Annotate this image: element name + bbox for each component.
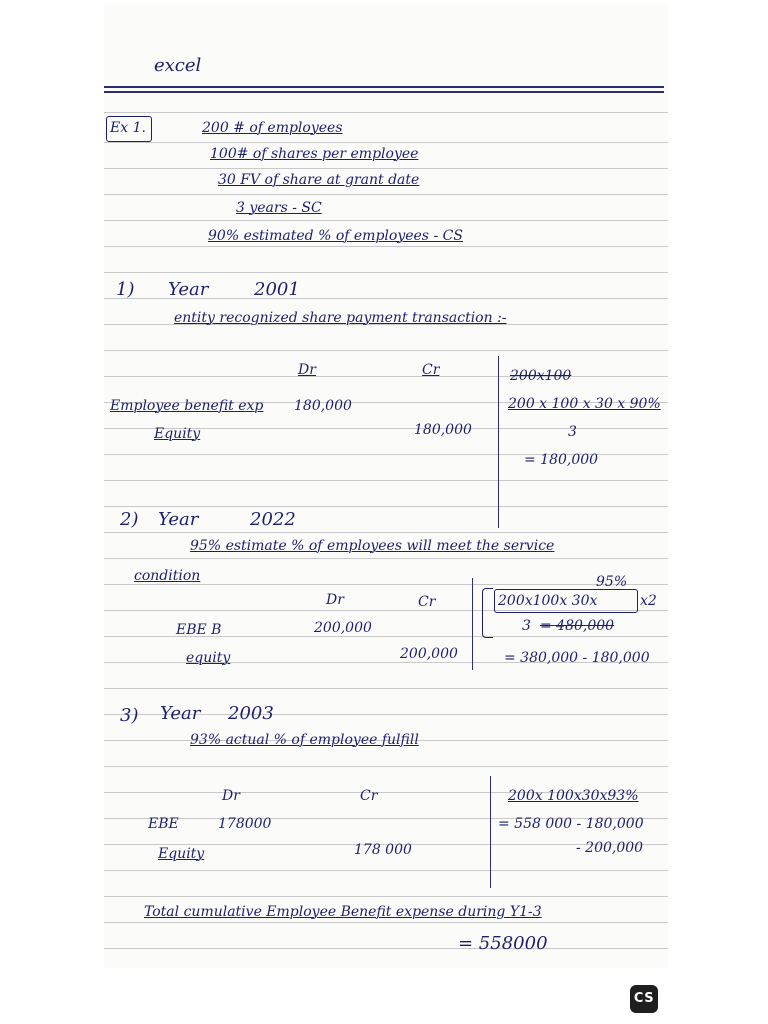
total-value: = 558000: [458, 933, 548, 954]
table-divider: [490, 776, 491, 888]
calc-line: - 200,000: [576, 840, 644, 856]
account-name: EBE: [148, 816, 179, 832]
section-subheading: entity recognized share payment transaction :-: [174, 310, 507, 326]
credit-amount: 180,000: [414, 422, 472, 438]
section-note: 93% actual % of employee fulfill: [190, 732, 419, 748]
calc-result: = 180,000: [524, 452, 599, 468]
credit-header: Cr: [418, 594, 436, 610]
credit-amount: 200,000: [400, 646, 458, 662]
fact-line: 100# of shares per employee: [210, 146, 419, 162]
calc-denominator: 3: [568, 424, 577, 440]
credit-header: Cr: [422, 362, 440, 378]
section-heading: Year: [160, 703, 201, 724]
section-note: 95% estimate % of employees will meet the service: [190, 538, 555, 554]
section-number: 2): [120, 509, 139, 530]
debit-header: Dr: [326, 592, 344, 608]
fact-line: 200 # of employees: [202, 120, 343, 136]
calc-struck: = 480,000: [540, 618, 615, 634]
table-divider: [498, 356, 499, 528]
section-year: 2022: [250, 509, 296, 530]
total-label: Total cumulative Employee Benefit expense during Y1-3: [144, 904, 542, 920]
debit-header: Dr: [298, 362, 316, 378]
header-rule: [104, 91, 664, 93]
header-rule: [104, 86, 664, 88]
account-name: Equity: [154, 426, 201, 442]
section-note: condition: [134, 568, 201, 584]
calc-struck: 200x100: [510, 368, 572, 384]
calc-percent: 95%: [596, 574, 628, 590]
account-name: Equity: [158, 846, 205, 862]
debit-amount: 200,000: [314, 620, 372, 636]
section-year: 2001: [254, 279, 300, 300]
notebook-page: [104, 4, 668, 968]
section-heading: Year: [158, 509, 199, 530]
calc-bracket: [482, 588, 493, 638]
example-label: Ex 1.: [110, 120, 146, 136]
fact-line: 3 years - SC: [236, 200, 322, 216]
account-name: EBE B: [176, 622, 222, 638]
page-title: excel: [154, 55, 202, 76]
calc-numerator: 200 x 100 x 30 x 90%: [508, 396, 661, 412]
table-divider: [472, 578, 473, 670]
credit-amount: 178 000: [354, 842, 412, 858]
fact-line: 30 FV of share at grant date: [218, 172, 420, 188]
section-heading: Year: [168, 279, 209, 300]
calc-line: = 558 000 - 180,000: [498, 816, 644, 832]
calc-line: 200x 100x30x93%: [508, 788, 639, 804]
camscanner-badge: CS: [630, 985, 658, 1013]
calc-multiplier: x2: [640, 593, 657, 609]
debit-amount: 180,000: [294, 398, 352, 414]
section-year: 2003: [228, 703, 274, 724]
calc-result: = 380,000 - 180,000: [504, 650, 650, 666]
credit-header: Cr: [360, 788, 378, 804]
section-number: 3): [120, 705, 139, 726]
account-name: equity: [186, 650, 231, 666]
debit-amount: 178000: [218, 816, 272, 832]
debit-header: Dr: [222, 788, 240, 804]
calc-denominator: 3: [522, 618, 531, 634]
fact-line: 90% estimated % of employees - CS: [208, 228, 463, 244]
section-number: 1): [116, 279, 135, 300]
calc-numerator: 200x100x 30x: [498, 593, 598, 609]
account-name: Employee benefit exp: [110, 398, 264, 414]
